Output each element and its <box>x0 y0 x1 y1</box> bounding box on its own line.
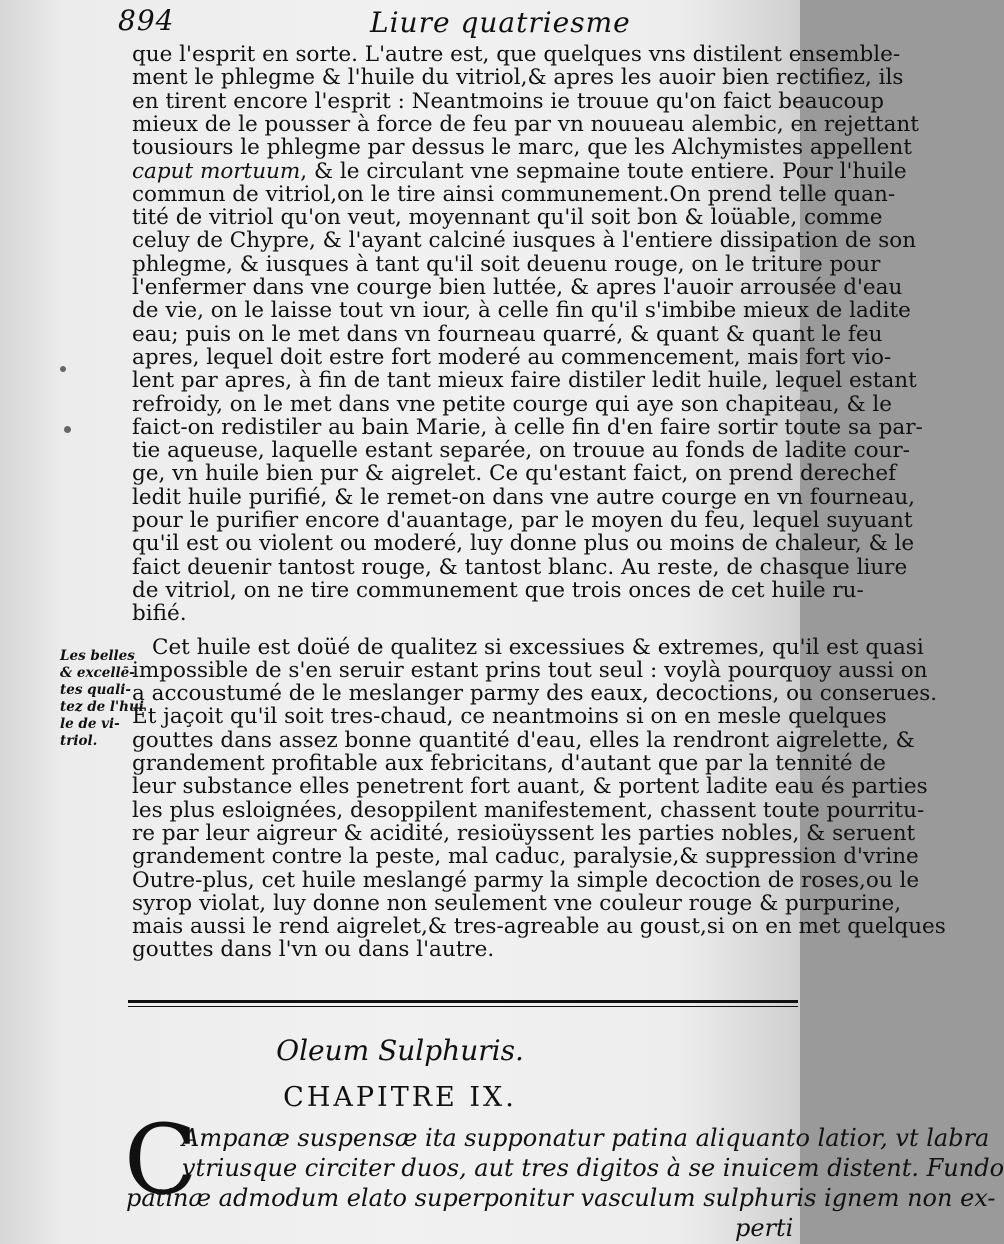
body-line: faict-on redistiler au bain Marie, à celle fin d'en faire sortir toute sa par- <box>132 414 923 440</box>
body-line: qu'il est ou violent ou moderé, luy donne plus ou moins de chaleur, & le <box>132 531 915 557</box>
paper-spot <box>60 366 66 372</box>
body-line: gouttes dans l'vn ou dans l'autre. <box>132 937 495 963</box>
latin-line: Ampanæ suspensæ ita supponatur patina aliquanto latior, vt labra <box>182 1124 990 1152</box>
body-line: phlegme, & iusques à tant qu'il soit deuenu rouge, on le triture pour <box>132 251 881 277</box>
body-line: en tirent encore l'esprit : Neantmoins ie trouue qu'on faict beaucoup <box>132 88 885 114</box>
body-line: ment le phlegme & l'huile du vitriol,& apres les auoir bien rectifiez, ils <box>132 65 904 91</box>
body-line: ledit huile purifié, & le remet-on dans vne autre courge en vn fourneau, <box>132 484 916 510</box>
body-line: de vitriol, on ne tire communement que trois onces de cet huile ru- <box>132 577 864 603</box>
body-line: grandement profitable aux febricitans, d'autant que par la tennité de <box>132 751 886 776</box>
running-head: Liure quatriesme <box>370 6 631 39</box>
body-line: que l'esprit en sorte. L'autre est, que quelques vns distilent ensemble- <box>132 42 901 67</box>
body-line: re par leur aigreur & acidité, resioüyssent les parties nobles, & seruent <box>132 820 916 846</box>
body-line: de vie, on le laisse tout vn iour, à celle fin qu'il s'imbibe mieux de ladite <box>132 298 911 324</box>
latin-line: perti <box>735 1214 794 1242</box>
section-title: Oleum Sulphuris. <box>276 1034 524 1067</box>
body-line: l'enfermer dans vne courge bien luttée, & apres l'auoir arrousée d'eau <box>132 275 903 300</box>
body-line: tie aqueuse, laquelle estant separée, on trouue au fonds de ladite cour- <box>132 438 910 464</box>
section-rule-thin <box>128 1006 798 1007</box>
section-rule-thick <box>128 1000 798 1003</box>
body-line: tousiours le phlegme par dessus le marc, que les Alchymistes appellent <box>132 135 912 161</box>
margin-note-line: le de vi- <box>60 716 120 732</box>
margin-note <box>60 648 144 750</box>
body-line: leur substance elles penetrent fort auant, & portent ladite eau és parties <box>132 774 928 800</box>
body-line: faict deuenir tantost rouge, & tantost blanc. Au reste, de chasque liure <box>132 554 908 580</box>
body-line: eau; puis on le met dans vn fourneau quarré, & quant & quant le feu <box>132 321 883 347</box>
body-line: syrop violat, luy donne non seulement vne couleur rouge & purpurine, <box>132 890 902 916</box>
body-line: lent par apres, à fin de tant mieux faire distiler ledit huile, lequel estant <box>132 368 917 394</box>
body-line: ge, vn huile bien pur & aigrelet. Ce qu'estant faict, on prend derechef <box>132 461 897 487</box>
margin-note-line: tes quali- <box>60 682 131 698</box>
latin-line: vtriusque circiter duos, aut tres digitos à se inuicem distent. Fundo <box>182 1154 1004 1182</box>
body-line: grandement contre la peste, mal caduc, paralysie,& suppression d'vrine <box>132 844 919 870</box>
body-line: pour le purifier encore d'auantage, par le moyen du feu, lequel suyuant <box>132 508 913 533</box>
latin-phrase: caput mortuum <box>132 158 301 184</box>
body-line: mieux de le pousser à force de feu par vn nouueau alembic, en rejettant <box>132 111 919 137</box>
margin-note-line: triol. <box>60 733 98 749</box>
margin-note-line: Les belles <box>60 648 135 664</box>
body-line: a accoustumé de le meslanger parmy des eaux, decoctions, ou conserues. <box>132 681 938 707</box>
body-line: tité de vitriol qu'on veut, moyennant qu'il soit bon & loüable, comme <box>132 205 883 231</box>
body-line: Et jaçoit qu'il soit tres-chaud, ce neantmoins si on en mesle quelques <box>132 704 887 730</box>
body-line: celuy de Chypre, & l'ayant calciné iusques à l'entiere dissipation de son <box>132 228 917 254</box>
latin-line: patinæ admodum elato superponitur vasculum sulphuris ignem non ex- <box>126 1184 996 1212</box>
body-line: commun de vitriol,on le tire ainsi communement.On prend telle quan- <box>132 181 896 207</box>
chapter-heading: CHAPITRE IX. <box>283 1082 517 1113</box>
margin-note-line: & excellē- <box>60 665 135 681</box>
paper-spot <box>64 426 71 433</box>
body-line: refroidy, on le met dans vne petite courge qui aye son chapiteau, & le <box>132 391 893 417</box>
body-line: les plus esloignées, desoppilent manifestement, chassent toute pourritu- <box>132 797 925 823</box>
body-line: impossible de s'en seruir estant prins tout seul : voylà pourquoy aussi on <box>132 657 928 683</box>
body-line: Outre-plus, cet huile meslangé parmy la simple decoction de roses,ou le <box>132 867 920 893</box>
body-line: caput mortuum, & le circulant vne sepmaine toute entiere. Pour l'huile <box>132 158 907 184</box>
page-number: 894 <box>118 4 175 37</box>
body-line: Cet huile est doüé de qualitez si excessiues & extremes, qu'il est quasi <box>152 634 924 660</box>
body-line: gouttes dans assez bonne quantité d'eau, elles la rendront aigrelette, & <box>132 727 915 753</box>
body-line: mais aussi le rend aigrelet,& tres-agreable au goust,si on en met quelques <box>132 914 946 940</box>
drop-cap: C <box>124 1104 198 1216</box>
body-line: bifié. <box>132 601 187 627</box>
margin-note-line: tez de l'hui <box>60 699 144 715</box>
body-line: apres, lequel doit estre fort moderé au commencement, mais fort vio- <box>132 344 892 370</box>
